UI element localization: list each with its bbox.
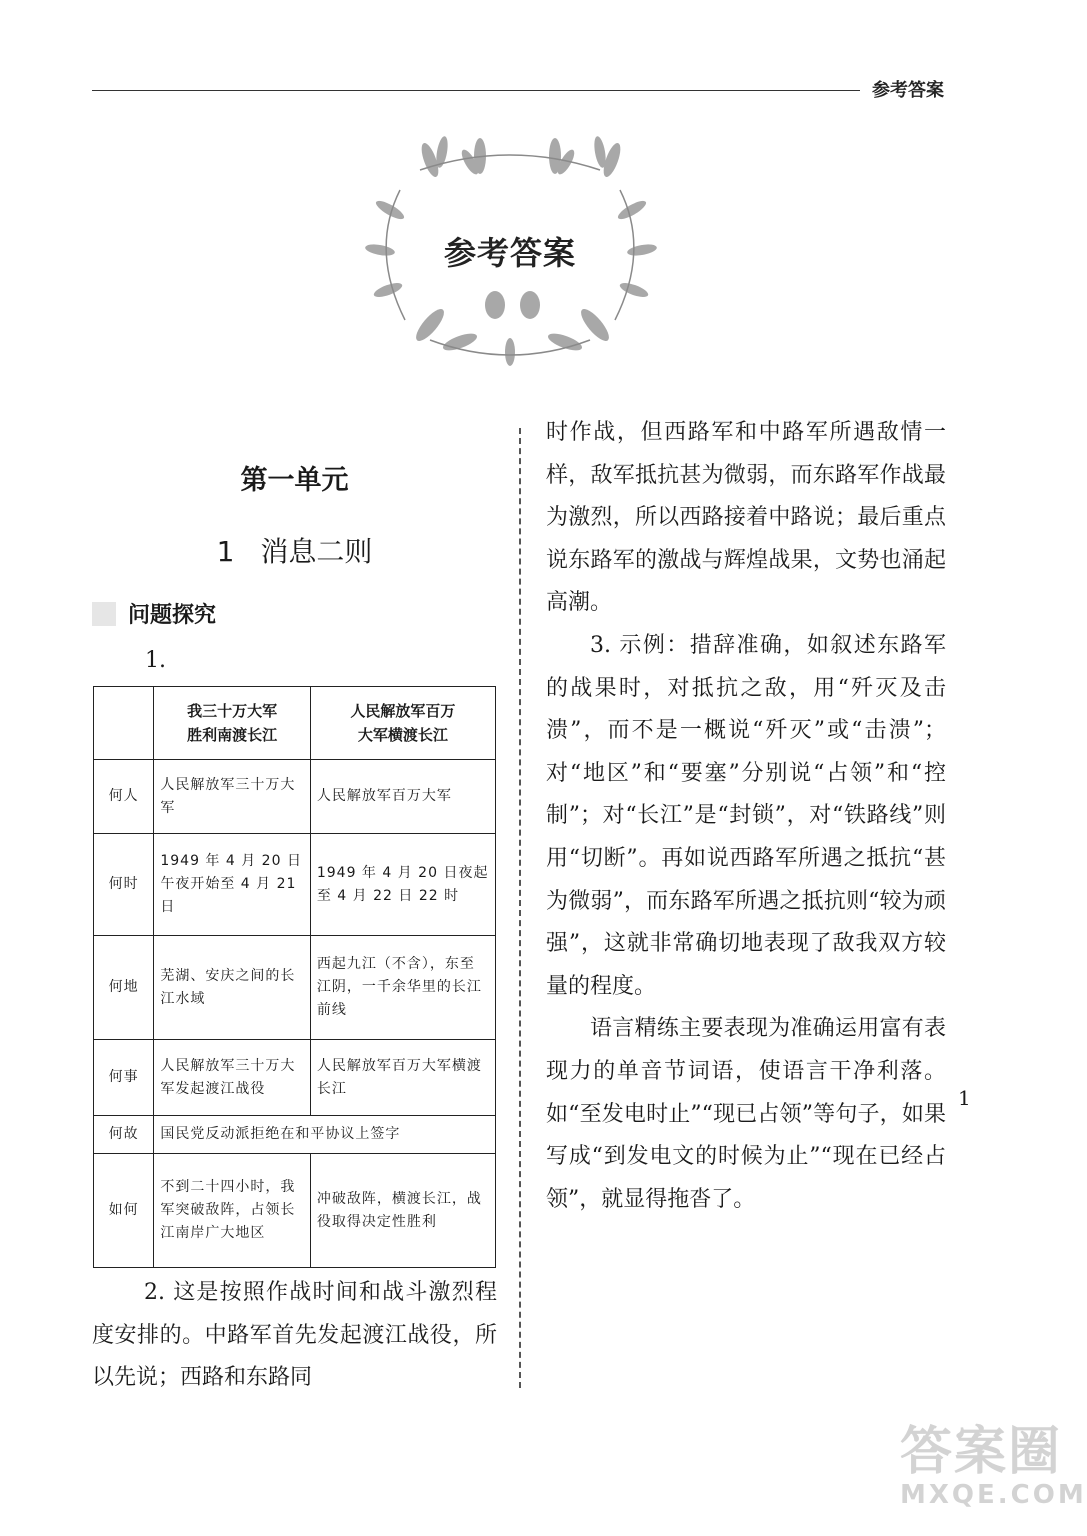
table-cell: 冲破敌阵，横渡长江，战役取得决定性胜利 (310, 1154, 495, 1268)
unit-title: 第一单元 (240, 465, 349, 496)
row-label: 何地 (94, 936, 154, 1040)
section-marker-icon (92, 602, 116, 626)
row-label: 何时 (94, 834, 154, 936)
table-cell: 西起九江（不含），东至江阴，一千余华里的长江前线 (310, 936, 495, 1040)
watermark-url: MXQE.COM (900, 1480, 1087, 1510)
title-banner (360, 130, 660, 380)
page-number: 1 (958, 1086, 971, 1110)
lesson-name: 消息二则 (260, 535, 373, 568)
table-cell: 人民解放军百万大军横渡长江 (310, 1040, 495, 1116)
row-label: 何事 (94, 1040, 154, 1116)
table-row (94, 760, 496, 834)
watermark-text: 答案圈 (900, 1422, 1063, 1482)
table-row (94, 1116, 496, 1154)
table-cell: 人民解放军百万大军 (310, 760, 495, 834)
table-row (94, 834, 496, 936)
table-cell-merged: 国民党反动派拒绝在和平协议上签字 (154, 1116, 496, 1154)
table-cell: 芜湖、安庆之间的长江水域 (154, 936, 311, 1040)
row-label: 如何 (94, 1154, 154, 1268)
watermark (900, 1424, 1087, 1510)
answer-3: 3. 示例：措辞准确，如叙述东路军的战果时，对抵抗之敌，用“歼灭及击溃”，而不是一概说“歼灭”或“击溃”；对“地区”和“要塞”分别说“占领”和“控制”；对“长江”是“封锁”，对“铁路线”则用“切断”。再如说西路军所遇之抵抗“甚为微弱”，而东路军所遇之抵抗则“较为顽强”，这就非常确切地表现了敌我双方较量的程度。 (546, 632, 946, 999)
row-label: 何人 (94, 760, 154, 834)
banner-title: 参考答案 (443, 234, 576, 272)
table-row (94, 1154, 496, 1268)
table-cell: 人民解放军三十万大军发起渡江战役 (154, 1040, 311, 1116)
question-1-label: 1. (145, 648, 166, 673)
lesson-number: 1 (216, 535, 235, 568)
section-heading-text: 问题探究 (128, 603, 217, 628)
table-row (94, 1040, 496, 1116)
row-label: 何故 (94, 1116, 154, 1154)
header-rule (92, 90, 860, 91)
table-corner (94, 687, 154, 760)
column-divider (519, 428, 521, 1388)
answer-2-continued: 时作战，但西路军和中路军所遇敌情一样，敌军抵抗甚为微弱，而东路军作战最为激烈，所以西路接着中路说；最后重点说东路军的激战与辉煌战果，文势也涌起高潮。 (546, 420, 946, 616)
table-header-cell: 人民解放军百万 大军横渡长江 (310, 687, 495, 760)
table-header-row (94, 687, 496, 760)
comparison-table (93, 686, 496, 1268)
running-header: 参考答案 (872, 80, 944, 101)
lesson-title (92, 530, 497, 570)
table-cell: 不到二十四小时，我军突破敌阵，占领长江南岸广大地区 (154, 1154, 311, 1268)
answer-3-extra: 语言精练主要表现为准确运用富有表现力的单音节词语，使语言干净利落。如“至发电时止”“现已占领”等句子，如果写成“到发电文的时候为止”“现在已经占领”，就显得拖沓了。 (546, 1016, 946, 1212)
section-heading (92, 598, 216, 629)
table-header-cell: 我三十万大军 胜利南渡长江 (154, 687, 311, 760)
table-cell: 人民解放军三十万大军 (154, 760, 311, 834)
answer-2-start: 2. 这是按照作战时间和战斗激烈程度安排的。中路军首先发起渡江战役，所以先说；西路和东路同 (92, 1280, 497, 1391)
table-cell: 1949 年 4 月 20 日夜起至 4 月 22 日 22 时 (310, 834, 495, 936)
right-column (546, 412, 946, 1221)
table-cell: 1949 年 4 月 20 日午夜开始至 4 月 21 日 (154, 834, 311, 936)
table-row (94, 936, 496, 1040)
